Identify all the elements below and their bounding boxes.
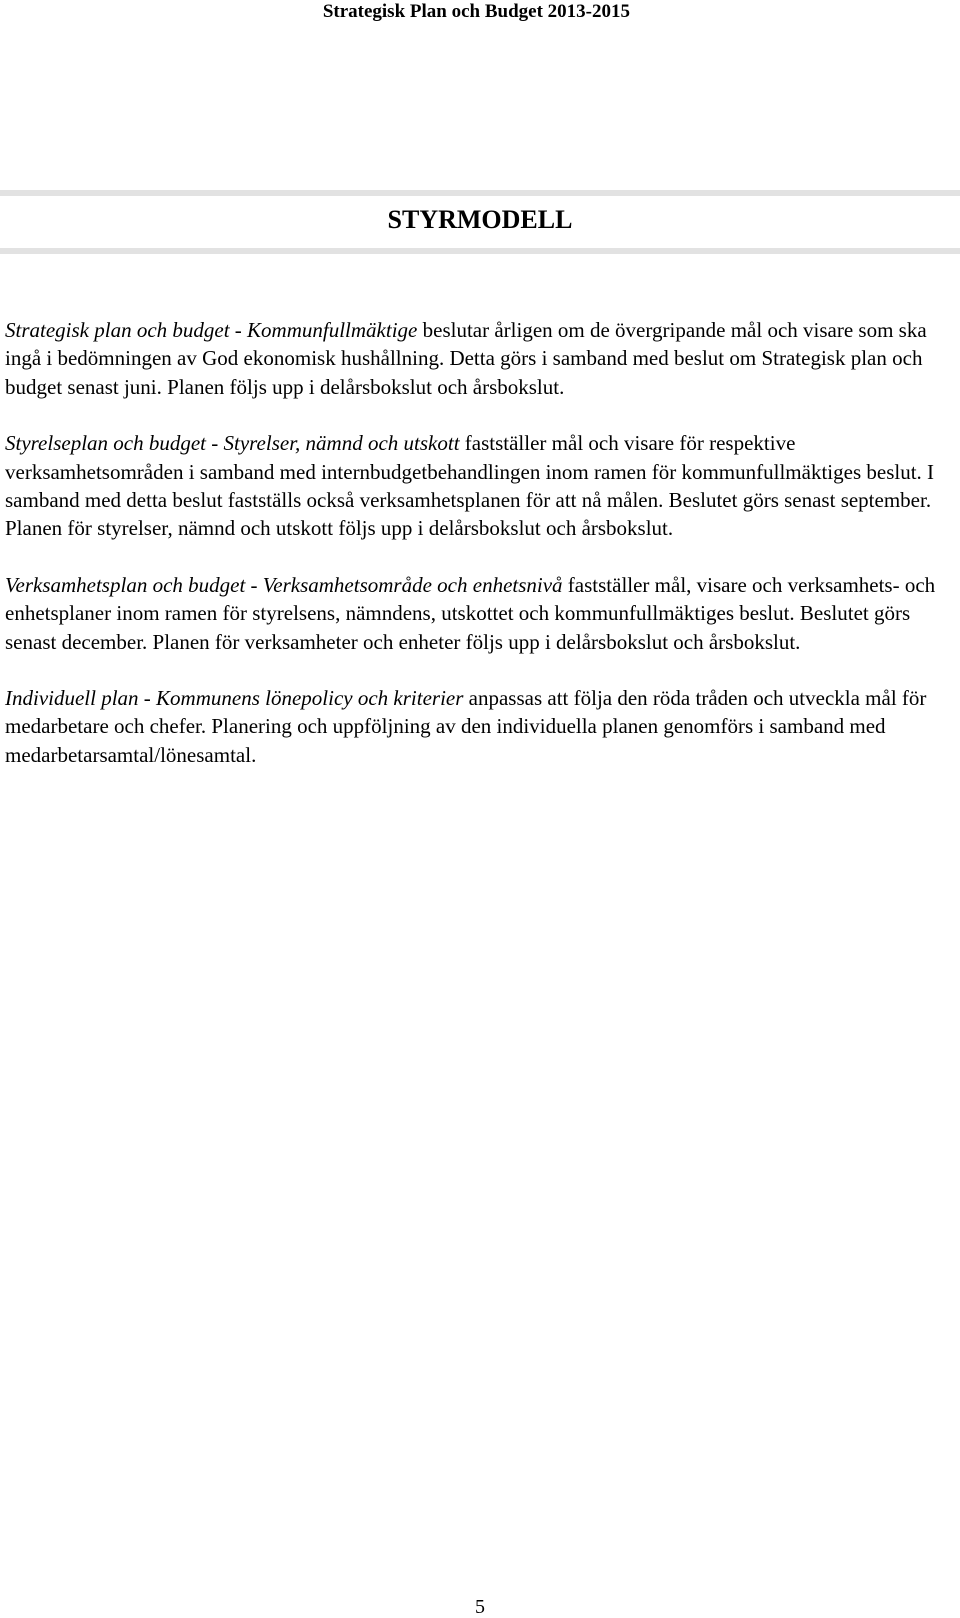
paragraph-text: anpassas att följa den röda tråden och utveckla mål för medarbetare och chefer. Planering och uppföljning av den individuella planen genomförs i samband med medarbetarsamtal/lönesamtal. (5, 686, 927, 767)
paragraph-individual-plan (5, 684, 955, 769)
paragraph-board-plan (5, 429, 955, 543)
paragraph-text: fastställer mål, visare och verksamhets- och enhetsplaner inom ramen för styrelsens, nämndens, utskottet och kommunfullmäktiges beslut. Beslutet görs senast december. Planen för verksamheter och enheter följs upp i delårsbokslut och årsbokslut. (5, 572, 936, 654)
running-header: Strategisk Plan och Budget 2013-2015 (322, 1, 630, 22)
paragraph-lead: Individuell plan - Kommunens lönepolicy och kriterier (5, 686, 464, 711)
paragraph-lead: Styrelseplan och budget - Styrelser, nämnd och utskott (5, 431, 460, 456)
paragraph-strategic-plan (5, 316, 955, 401)
paragraph-text: fastställer mål och visare för respektive verksamhetsområden i samband med internbudgetbehandlingen inom ramen för kommunfullmäktiges beslut. I samband med detta beslut fastställs också verksamhetsplanen för att nå målen. Beslutet görs senast september. Planen för styrelser, nämnd och utskott följs upp i delårsbokslut och årsbokslut. (5, 431, 935, 541)
paragraph-text: beslutar årligen om de övergripande mål och visare som ska ingå i bedömningen av God ekonomisk hushållning. Detta görs i samband med beslut om Strategisk plan och budget senast juni. Planen följs upp i delårsbokslut och årsbokslut. (5, 318, 927, 399)
page-title: STYRMODELL (387, 205, 573, 234)
page-number: 5 (475, 1596, 485, 1618)
paragraph-lead: Verksamhetsplan och budget - Verksamhetsområde och enhetsnivå (5, 572, 563, 597)
paragraph-lead: Strategisk plan och budget - Kommunfullmäktige (5, 318, 418, 342)
body-text (5, 316, 955, 797)
paragraph-operations-plan (5, 571, 955, 656)
